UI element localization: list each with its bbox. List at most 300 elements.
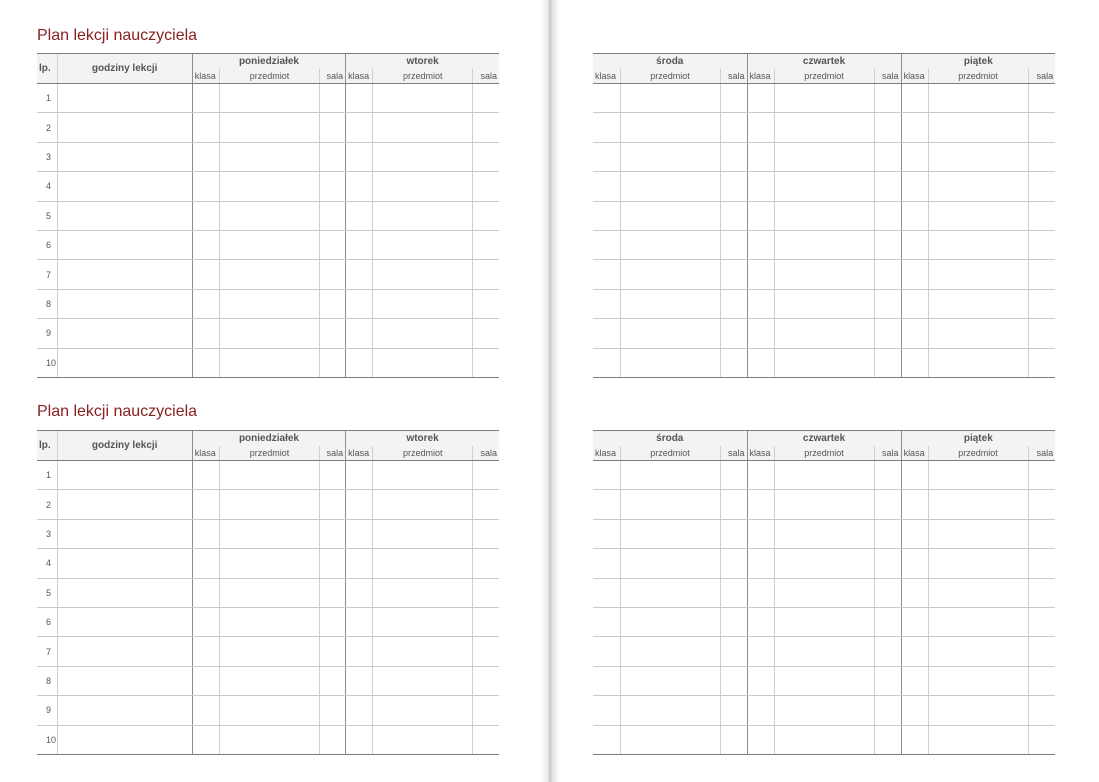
class-cell[interactable] xyxy=(747,230,774,259)
subject-cell[interactable] xyxy=(620,201,720,230)
hours-cell[interactable] xyxy=(57,490,192,519)
room-cell[interactable] xyxy=(720,142,747,171)
class-cell[interactable] xyxy=(192,84,219,113)
subject-cell[interactable] xyxy=(620,289,720,318)
class-cell[interactable] xyxy=(593,260,620,289)
room-cell[interactable] xyxy=(320,696,346,725)
subject-cell[interactable] xyxy=(373,666,473,695)
subject-cell[interactable] xyxy=(620,519,720,548)
room-cell[interactable] xyxy=(720,549,747,578)
class-cell[interactable] xyxy=(901,490,928,519)
room-cell[interactable] xyxy=(320,113,346,142)
class-cell[interactable] xyxy=(901,201,928,230)
class-cell[interactable] xyxy=(593,289,620,318)
class-cell[interactable] xyxy=(192,607,219,636)
class-cell[interactable] xyxy=(593,725,620,754)
subject-cell[interactable] xyxy=(928,113,1028,142)
room-cell[interactable] xyxy=(320,289,346,318)
subject-cell[interactable] xyxy=(219,637,319,666)
subject-cell[interactable] xyxy=(774,113,874,142)
room-cell[interactable] xyxy=(320,142,346,171)
subject-cell[interactable] xyxy=(219,549,319,578)
class-cell[interactable] xyxy=(346,666,373,695)
class-cell[interactable] xyxy=(346,260,373,289)
subject-cell[interactable] xyxy=(620,549,720,578)
class-cell[interactable] xyxy=(901,519,928,548)
subject-cell[interactable] xyxy=(774,549,874,578)
room-cell[interactable] xyxy=(1028,230,1055,259)
class-cell[interactable] xyxy=(747,725,774,754)
subject-cell[interactable] xyxy=(928,607,1028,636)
class-cell[interactable] xyxy=(346,725,373,754)
subject-cell[interactable] xyxy=(219,113,319,142)
class-cell[interactable] xyxy=(346,637,373,666)
subject-cell[interactable] xyxy=(620,696,720,725)
room-cell[interactable] xyxy=(473,519,499,548)
subject-cell[interactable] xyxy=(219,607,319,636)
class-cell[interactable] xyxy=(747,519,774,548)
subject-cell[interactable] xyxy=(620,637,720,666)
room-cell[interactable] xyxy=(473,578,499,607)
class-cell[interactable] xyxy=(346,461,373,490)
hours-cell[interactable] xyxy=(57,348,192,377)
room-cell[interactable] xyxy=(720,113,747,142)
class-cell[interactable] xyxy=(747,319,774,348)
subject-cell[interactable] xyxy=(373,84,473,113)
room-cell[interactable] xyxy=(1028,289,1055,318)
hours-cell[interactable] xyxy=(57,666,192,695)
room-cell[interactable] xyxy=(320,549,346,578)
class-cell[interactable] xyxy=(346,490,373,519)
subject-cell[interactable] xyxy=(620,666,720,695)
subject-cell[interactable] xyxy=(373,725,473,754)
room-cell[interactable] xyxy=(874,490,901,519)
subject-cell[interactable] xyxy=(219,142,319,171)
room-cell[interactable] xyxy=(1028,490,1055,519)
subject-cell[interactable] xyxy=(219,230,319,259)
class-cell[interactable] xyxy=(593,172,620,201)
subject-cell[interactable] xyxy=(774,260,874,289)
room-cell[interactable] xyxy=(1028,260,1055,289)
subject-cell[interactable] xyxy=(928,142,1028,171)
class-cell[interactable] xyxy=(192,725,219,754)
class-cell[interactable] xyxy=(593,142,620,171)
subject-cell[interactable] xyxy=(774,490,874,519)
class-cell[interactable] xyxy=(593,113,620,142)
subject-cell[interactable] xyxy=(373,319,473,348)
room-cell[interactable] xyxy=(1028,201,1055,230)
subject-cell[interactable] xyxy=(774,637,874,666)
subject-cell[interactable] xyxy=(928,319,1028,348)
subject-cell[interactable] xyxy=(928,549,1028,578)
subject-cell[interactable] xyxy=(774,84,874,113)
room-cell[interactable] xyxy=(874,607,901,636)
room-cell[interactable] xyxy=(1028,84,1055,113)
room-cell[interactable] xyxy=(320,637,346,666)
class-cell[interactable] xyxy=(747,490,774,519)
subject-cell[interactable] xyxy=(928,637,1028,666)
class-cell[interactable] xyxy=(901,319,928,348)
class-cell[interactable] xyxy=(346,201,373,230)
subject-cell[interactable] xyxy=(774,666,874,695)
room-cell[interactable] xyxy=(720,201,747,230)
subject-cell[interactable] xyxy=(373,230,473,259)
subject-cell[interactable] xyxy=(928,289,1028,318)
room-cell[interactable] xyxy=(473,142,499,171)
subject-cell[interactable] xyxy=(774,578,874,607)
room-cell[interactable] xyxy=(1028,549,1055,578)
class-cell[interactable] xyxy=(593,348,620,377)
hours-cell[interactable] xyxy=(57,519,192,548)
room-cell[interactable] xyxy=(320,201,346,230)
room-cell[interactable] xyxy=(473,348,499,377)
subject-cell[interactable] xyxy=(774,201,874,230)
subject-cell[interactable] xyxy=(620,84,720,113)
class-cell[interactable] xyxy=(901,84,928,113)
class-cell[interactable] xyxy=(346,230,373,259)
room-cell[interactable] xyxy=(473,549,499,578)
subject-cell[interactable] xyxy=(620,319,720,348)
class-cell[interactable] xyxy=(901,578,928,607)
room-cell[interactable] xyxy=(320,519,346,548)
room-cell[interactable] xyxy=(1028,113,1055,142)
hours-cell[interactable] xyxy=(57,172,192,201)
subject-cell[interactable] xyxy=(373,549,473,578)
room-cell[interactable] xyxy=(473,172,499,201)
room-cell[interactable] xyxy=(874,201,901,230)
subject-cell[interactable] xyxy=(774,696,874,725)
subject-cell[interactable] xyxy=(219,696,319,725)
class-cell[interactable] xyxy=(901,666,928,695)
subject-cell[interactable] xyxy=(373,142,473,171)
class-cell[interactable] xyxy=(747,201,774,230)
class-cell[interactable] xyxy=(192,113,219,142)
class-cell[interactable] xyxy=(747,549,774,578)
class-cell[interactable] xyxy=(747,348,774,377)
class-cell[interactable] xyxy=(747,461,774,490)
hours-cell[interactable] xyxy=(57,549,192,578)
room-cell[interactable] xyxy=(320,666,346,695)
class-cell[interactable] xyxy=(593,578,620,607)
room-cell[interactable] xyxy=(874,319,901,348)
room-cell[interactable] xyxy=(720,230,747,259)
class-cell[interactable] xyxy=(901,289,928,318)
class-cell[interactable] xyxy=(747,666,774,695)
class-cell[interactable] xyxy=(192,578,219,607)
subject-cell[interactable] xyxy=(928,172,1028,201)
subject-cell[interactable] xyxy=(620,725,720,754)
class-cell[interactable] xyxy=(593,519,620,548)
class-cell[interactable] xyxy=(192,172,219,201)
subject-cell[interactable] xyxy=(373,348,473,377)
room-cell[interactable] xyxy=(720,490,747,519)
class-cell[interactable] xyxy=(901,549,928,578)
room-cell[interactable] xyxy=(473,637,499,666)
subject-cell[interactable] xyxy=(373,260,473,289)
hours-cell[interactable] xyxy=(57,201,192,230)
subject-cell[interactable] xyxy=(373,578,473,607)
room-cell[interactable] xyxy=(720,260,747,289)
room-cell[interactable] xyxy=(720,172,747,201)
class-cell[interactable] xyxy=(346,172,373,201)
class-cell[interactable] xyxy=(901,725,928,754)
subject-cell[interactable] xyxy=(928,348,1028,377)
subject-cell[interactable] xyxy=(373,289,473,318)
subject-cell[interactable] xyxy=(219,289,319,318)
room-cell[interactable] xyxy=(1028,461,1055,490)
room-cell[interactable] xyxy=(720,725,747,754)
room-cell[interactable] xyxy=(473,113,499,142)
class-cell[interactable] xyxy=(901,348,928,377)
class-cell[interactable] xyxy=(593,230,620,259)
room-cell[interactable] xyxy=(320,172,346,201)
class-cell[interactable] xyxy=(593,666,620,695)
class-cell[interactable] xyxy=(346,84,373,113)
room-cell[interactable] xyxy=(473,725,499,754)
room-cell[interactable] xyxy=(473,461,499,490)
subject-cell[interactable] xyxy=(620,260,720,289)
class-cell[interactable] xyxy=(346,549,373,578)
subject-cell[interactable] xyxy=(219,348,319,377)
room-cell[interactable] xyxy=(320,260,346,289)
room-cell[interactable] xyxy=(874,348,901,377)
class-cell[interactable] xyxy=(747,607,774,636)
subject-cell[interactable] xyxy=(774,172,874,201)
subject-cell[interactable] xyxy=(928,578,1028,607)
subject-cell[interactable] xyxy=(373,490,473,519)
subject-cell[interactable] xyxy=(373,201,473,230)
subject-cell[interactable] xyxy=(219,84,319,113)
subject-cell[interactable] xyxy=(928,461,1028,490)
subject-cell[interactable] xyxy=(774,607,874,636)
hours-cell[interactable] xyxy=(57,142,192,171)
room-cell[interactable] xyxy=(1028,319,1055,348)
class-cell[interactable] xyxy=(192,637,219,666)
hours-cell[interactable] xyxy=(57,289,192,318)
subject-cell[interactable] xyxy=(219,260,319,289)
class-cell[interactable] xyxy=(901,260,928,289)
subject-cell[interactable] xyxy=(219,172,319,201)
room-cell[interactable] xyxy=(1028,519,1055,548)
subject-cell[interactable] xyxy=(928,519,1028,548)
hours-cell[interactable] xyxy=(57,725,192,754)
class-cell[interactable] xyxy=(346,319,373,348)
subject-cell[interactable] xyxy=(219,666,319,695)
room-cell[interactable] xyxy=(320,319,346,348)
room-cell[interactable] xyxy=(720,319,747,348)
subject-cell[interactable] xyxy=(620,172,720,201)
room-cell[interactable] xyxy=(874,142,901,171)
class-cell[interactable] xyxy=(901,113,928,142)
room-cell[interactable] xyxy=(1028,142,1055,171)
class-cell[interactable] xyxy=(192,461,219,490)
subject-cell[interactable] xyxy=(774,348,874,377)
class-cell[interactable] xyxy=(192,348,219,377)
room-cell[interactable] xyxy=(874,84,901,113)
class-cell[interactable] xyxy=(192,519,219,548)
room-cell[interactable] xyxy=(720,607,747,636)
hours-cell[interactable] xyxy=(57,637,192,666)
class-cell[interactable] xyxy=(192,666,219,695)
room-cell[interactable] xyxy=(874,172,901,201)
class-cell[interactable] xyxy=(593,549,620,578)
subject-cell[interactable] xyxy=(774,142,874,171)
subject-cell[interactable] xyxy=(928,260,1028,289)
class-cell[interactable] xyxy=(747,113,774,142)
hours-cell[interactable] xyxy=(57,696,192,725)
room-cell[interactable] xyxy=(320,348,346,377)
class-cell[interactable] xyxy=(593,490,620,519)
subject-cell[interactable] xyxy=(928,666,1028,695)
class-cell[interactable] xyxy=(346,519,373,548)
room-cell[interactable] xyxy=(874,230,901,259)
class-cell[interactable] xyxy=(593,461,620,490)
subject-cell[interactable] xyxy=(620,607,720,636)
class-cell[interactable] xyxy=(192,260,219,289)
room-cell[interactable] xyxy=(473,696,499,725)
class-cell[interactable] xyxy=(346,607,373,636)
class-cell[interactable] xyxy=(901,696,928,725)
subject-cell[interactable] xyxy=(373,172,473,201)
room-cell[interactable] xyxy=(874,725,901,754)
room-cell[interactable] xyxy=(720,696,747,725)
subject-cell[interactable] xyxy=(928,725,1028,754)
class-cell[interactable] xyxy=(747,637,774,666)
subject-cell[interactable] xyxy=(774,289,874,318)
room-cell[interactable] xyxy=(473,201,499,230)
class-cell[interactable] xyxy=(901,637,928,666)
class-cell[interactable] xyxy=(747,578,774,607)
subject-cell[interactable] xyxy=(774,519,874,548)
room-cell[interactable] xyxy=(720,519,747,548)
room-cell[interactable] xyxy=(1028,348,1055,377)
class-cell[interactable] xyxy=(593,319,620,348)
room-cell[interactable] xyxy=(320,607,346,636)
hours-cell[interactable] xyxy=(57,260,192,289)
room-cell[interactable] xyxy=(874,696,901,725)
room-cell[interactable] xyxy=(320,578,346,607)
room-cell[interactable] xyxy=(874,289,901,318)
subject-cell[interactable] xyxy=(373,637,473,666)
class-cell[interactable] xyxy=(747,172,774,201)
room-cell[interactable] xyxy=(720,84,747,113)
room-cell[interactable] xyxy=(473,84,499,113)
class-cell[interactable] xyxy=(192,230,219,259)
subject-cell[interactable] xyxy=(373,696,473,725)
hours-cell[interactable] xyxy=(57,461,192,490)
subject-cell[interactable] xyxy=(620,461,720,490)
class-cell[interactable] xyxy=(346,289,373,318)
class-cell[interactable] xyxy=(747,289,774,318)
class-cell[interactable] xyxy=(901,461,928,490)
hours-cell[interactable] xyxy=(57,84,192,113)
class-cell[interactable] xyxy=(192,201,219,230)
subject-cell[interactable] xyxy=(620,230,720,259)
room-cell[interactable] xyxy=(320,84,346,113)
class-cell[interactable] xyxy=(192,319,219,348)
subject-cell[interactable] xyxy=(219,201,319,230)
class-cell[interactable] xyxy=(593,84,620,113)
room-cell[interactable] xyxy=(473,289,499,318)
room-cell[interactable] xyxy=(874,519,901,548)
room-cell[interactable] xyxy=(320,725,346,754)
class-cell[interactable] xyxy=(192,549,219,578)
class-cell[interactable] xyxy=(346,142,373,171)
class-cell[interactable] xyxy=(192,142,219,171)
subject-cell[interactable] xyxy=(928,201,1028,230)
room-cell[interactable] xyxy=(1028,666,1055,695)
room-cell[interactable] xyxy=(874,461,901,490)
room-cell[interactable] xyxy=(320,490,346,519)
class-cell[interactable] xyxy=(593,637,620,666)
room-cell[interactable] xyxy=(473,230,499,259)
room-cell[interactable] xyxy=(473,490,499,519)
class-cell[interactable] xyxy=(747,142,774,171)
subject-cell[interactable] xyxy=(219,519,319,548)
hours-cell[interactable] xyxy=(57,230,192,259)
room-cell[interactable] xyxy=(320,230,346,259)
class-cell[interactable] xyxy=(901,607,928,636)
subject-cell[interactable] xyxy=(219,461,319,490)
class-cell[interactable] xyxy=(346,696,373,725)
room-cell[interactable] xyxy=(874,578,901,607)
room-cell[interactable] xyxy=(1028,725,1055,754)
room-cell[interactable] xyxy=(1028,696,1055,725)
room-cell[interactable] xyxy=(720,348,747,377)
room-cell[interactable] xyxy=(473,319,499,348)
room-cell[interactable] xyxy=(720,461,747,490)
hours-cell[interactable] xyxy=(57,607,192,636)
subject-cell[interactable] xyxy=(219,490,319,519)
subject-cell[interactable] xyxy=(928,230,1028,259)
subject-cell[interactable] xyxy=(774,319,874,348)
class-cell[interactable] xyxy=(901,172,928,201)
subject-cell[interactable] xyxy=(928,84,1028,113)
subject-cell[interactable] xyxy=(219,725,319,754)
room-cell[interactable] xyxy=(1028,172,1055,201)
class-cell[interactable] xyxy=(192,289,219,318)
room-cell[interactable] xyxy=(1028,578,1055,607)
room-cell[interactable] xyxy=(874,260,901,289)
room-cell[interactable] xyxy=(720,578,747,607)
subject-cell[interactable] xyxy=(774,725,874,754)
subject-cell[interactable] xyxy=(219,578,319,607)
subject-cell[interactable] xyxy=(219,319,319,348)
subject-cell[interactable] xyxy=(620,142,720,171)
class-cell[interactable] xyxy=(747,696,774,725)
class-cell[interactable] xyxy=(747,84,774,113)
subject-cell[interactable] xyxy=(620,490,720,519)
class-cell[interactable] xyxy=(346,113,373,142)
room-cell[interactable] xyxy=(874,637,901,666)
class-cell[interactable] xyxy=(192,696,219,725)
room-cell[interactable] xyxy=(720,666,747,695)
class-cell[interactable] xyxy=(901,230,928,259)
room-cell[interactable] xyxy=(874,666,901,695)
subject-cell[interactable] xyxy=(373,519,473,548)
class-cell[interactable] xyxy=(346,578,373,607)
subject-cell[interactable] xyxy=(774,230,874,259)
subject-cell[interactable] xyxy=(373,607,473,636)
room-cell[interactable] xyxy=(874,549,901,578)
class-cell[interactable] xyxy=(593,607,620,636)
class-cell[interactable] xyxy=(747,260,774,289)
class-cell[interactable] xyxy=(346,348,373,377)
subject-cell[interactable] xyxy=(373,461,473,490)
subject-cell[interactable] xyxy=(620,113,720,142)
room-cell[interactable] xyxy=(720,289,747,318)
room-cell[interactable] xyxy=(473,260,499,289)
